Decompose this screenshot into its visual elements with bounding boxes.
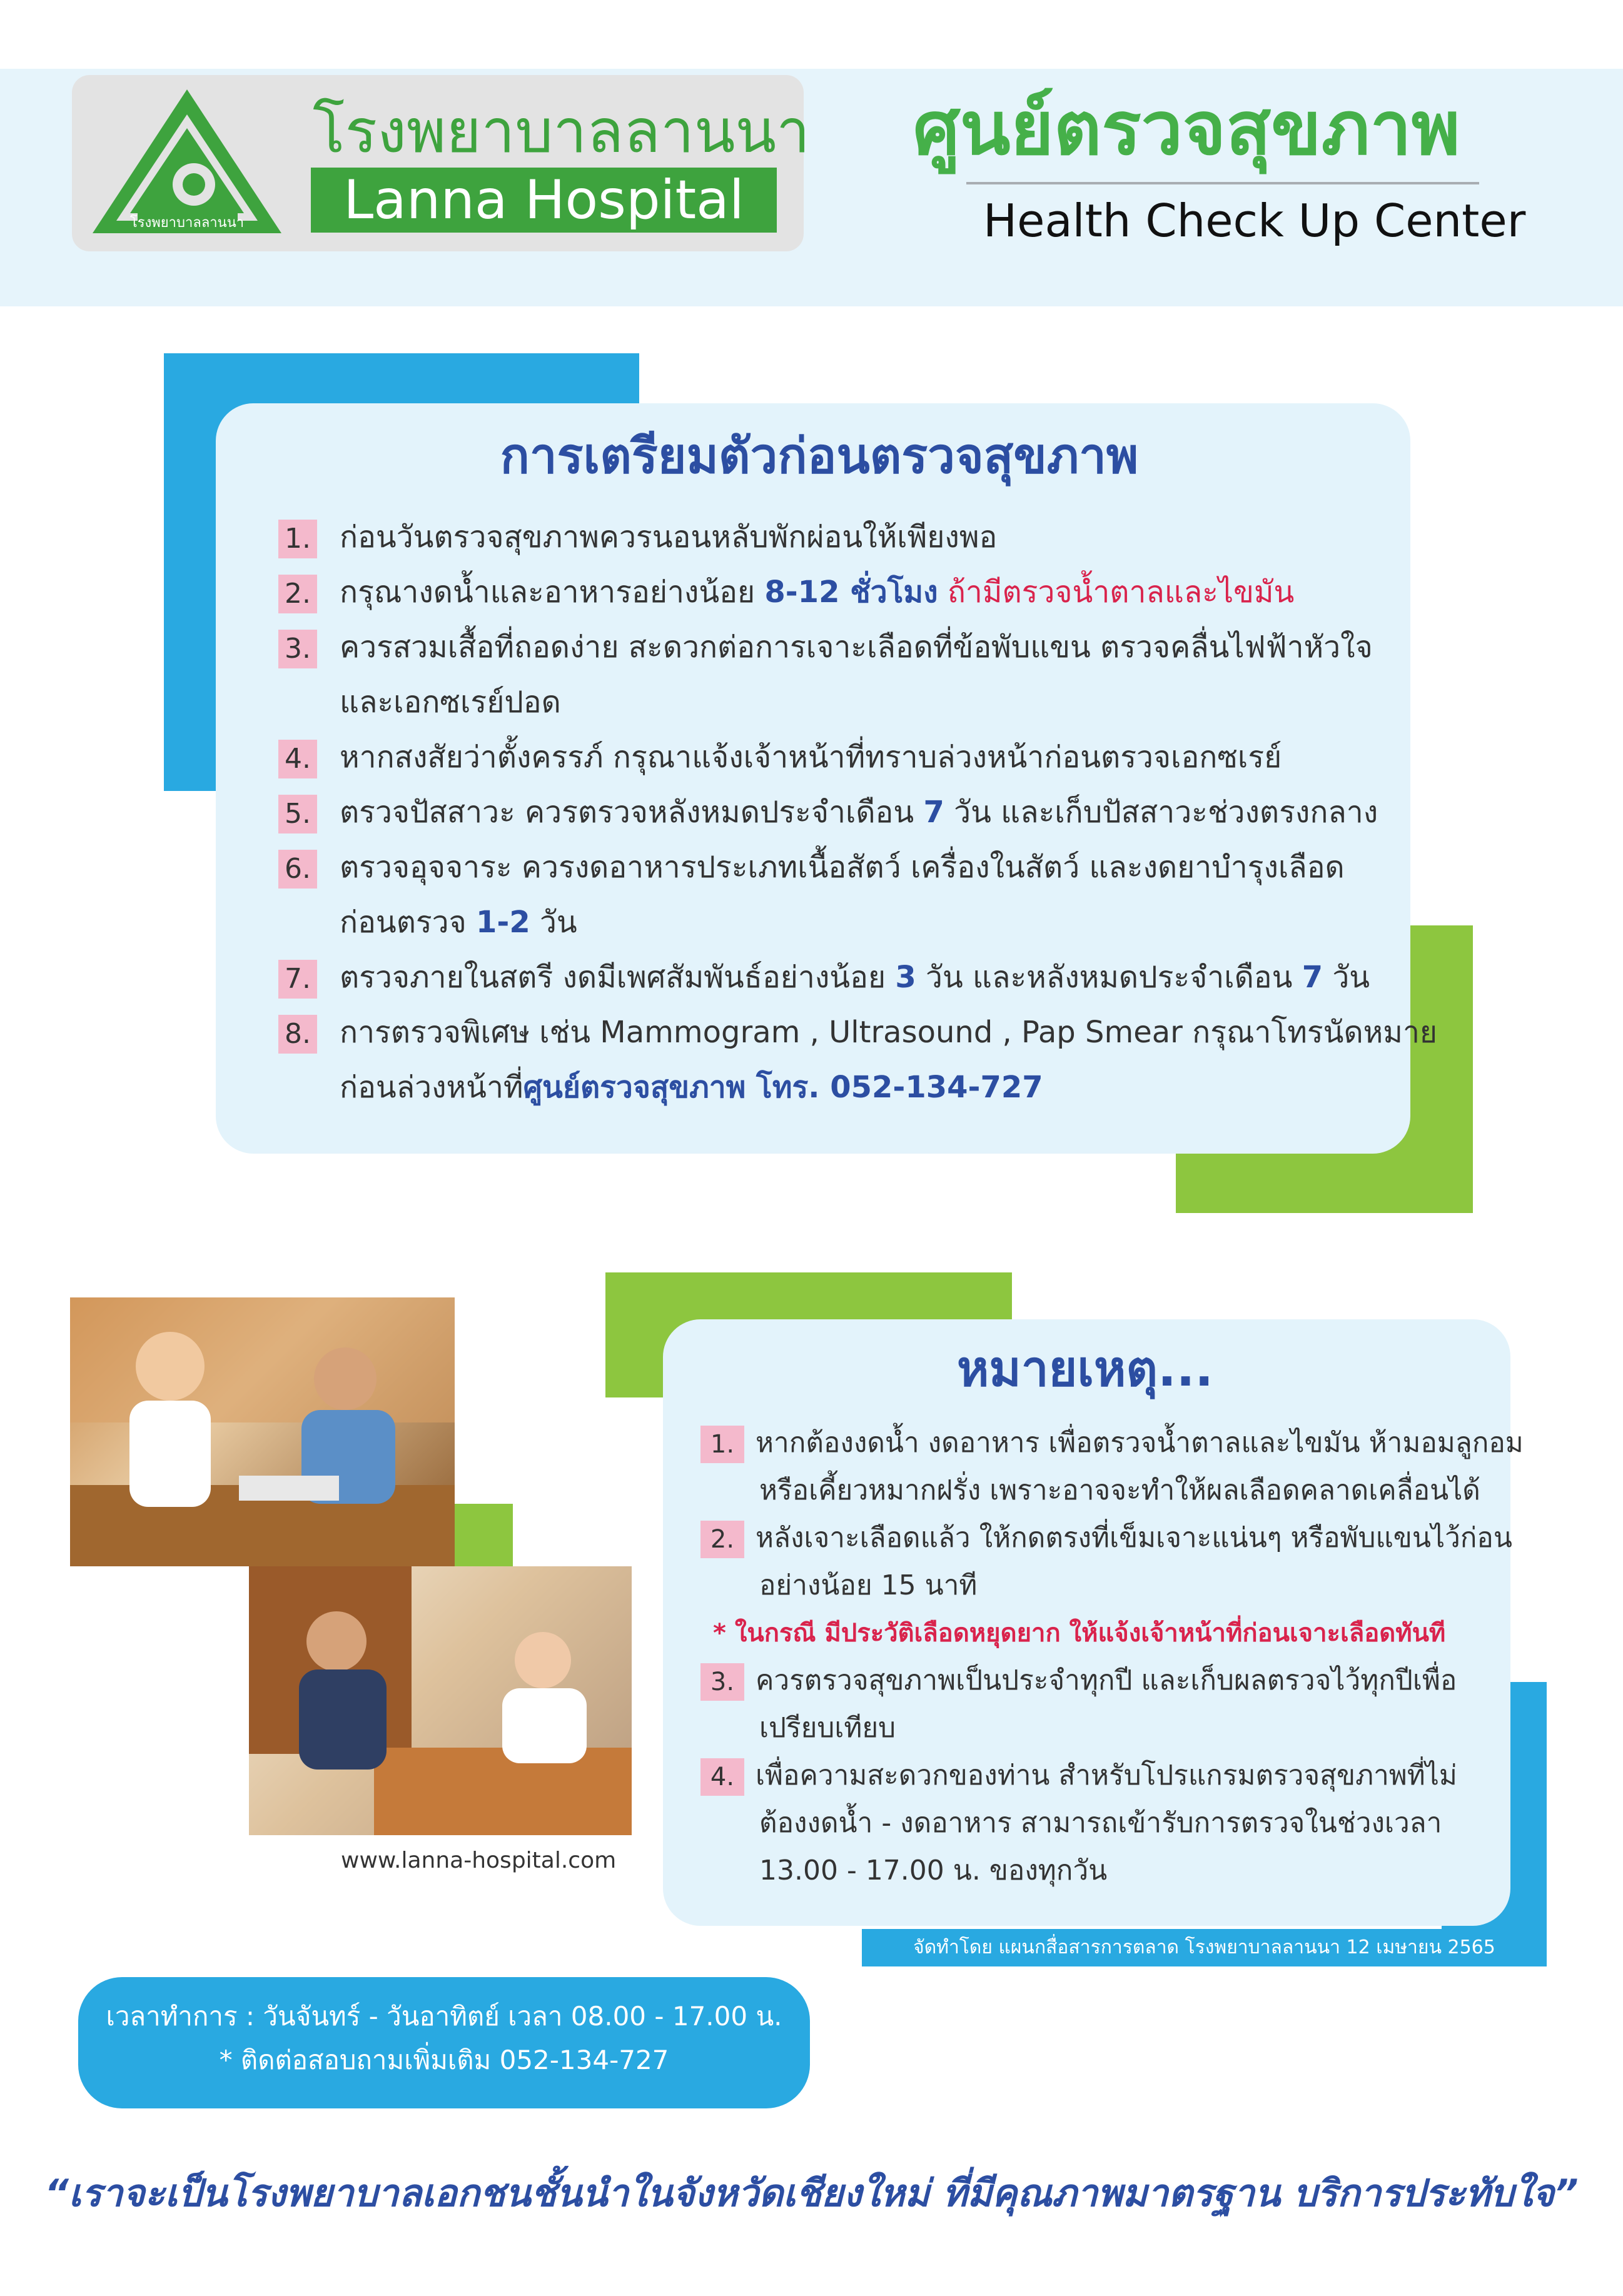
hospital-name-english: Lanna Hospital: [311, 168, 777, 233]
prep-item-7: [278, 950, 1437, 1005]
center-title-thai: ศูนย์ตรวจสุขภาพ: [913, 85, 1460, 171]
center-divider: [966, 182, 1479, 184]
item-number: 3.: [278, 630, 317, 668]
item-text: ก่อนล่วงหน้าที่: [340, 1070, 523, 1105]
contact-info: * ติดต่อสอบถามเพิ่มเติม 052-134-727: [219, 2045, 669, 2075]
prep-title: การเตรียมตัวก่อนตรวจสุขภาพ: [500, 428, 1139, 485]
note-item-1-cont: หรือเคี้ยวหมากฝรั่ง เพราะอาจจะทำให้ผลเลือดคลาดเคลื่อนได้: [759, 1474, 1480, 1506]
item-highlight: 7: [923, 795, 944, 830]
item-text: เพื่อความสะดวกของท่าน สำหรับโปรแกรมตรวจสุขภาพที่ไม่: [756, 1760, 1457, 1791]
item-text: วัน และหลังหมดประจำเดือน: [916, 960, 1302, 995]
prep-item-6: [278, 840, 1437, 895]
item-text: วัน: [530, 905, 577, 940]
item-highlight: 7: [1302, 960, 1323, 995]
item-text: ควรตรวจสุขภาพเป็นประจำทุกปี และเก็บผลตรวจไว้ทุกปีเพื่อ: [756, 1664, 1457, 1696]
item-text: ก่อนตรวจ: [340, 905, 476, 940]
note-item-4-cont: ต้องงดน้ำ - งดอาหาร สามารถเข้ารับการตรวจในช่วงเวลา: [759, 1807, 1442, 1839]
photo-doctor-consult-illustration: [249, 1566, 632, 1835]
item-number: 7.: [278, 960, 317, 999]
item-text: หลังเจาะเลือดแล้ว ให้กดตรงที่เข็มเจาะแน่นๆ หรือพับแขนไว้ก่อน: [756, 1522, 1512, 1554]
hospital-slogan: “เราจะเป็นโรงพยาบาลเอกชนชั้นนำในจังหวัดเชียงใหม่ ที่มีคุณภาพมาตรฐาน บริการประทับใจ”: [44, 2172, 1579, 2215]
note-item-2-cont: อย่างน้อย 15 นาที: [759, 1569, 978, 1601]
prep-item-5: [278, 785, 1437, 840]
item-number: 4.: [278, 740, 317, 778]
item-text: วัน: [1323, 960, 1370, 995]
item-text: กรุณางดน้ำและอาหารอย่างน้อย: [340, 575, 765, 610]
item-number: 3.: [700, 1663, 744, 1701]
prep-item-8-cont: [278, 1060, 1437, 1115]
item-number: 1.: [278, 520, 317, 558]
emblem-text: โรงพยาบาลลานนา: [129, 215, 245, 231]
item-number: 8.: [278, 1015, 317, 1054]
prep-item-2: [278, 565, 1437, 620]
item-text: ตรวจอุจจาระ ควรงดอาหารประเภทเนื้อสัตว์ เครื่องในสัตว์ และงดยาบำรุงเลือด: [340, 850, 1345, 885]
contact-phone: ศูนย์ตรวจสุขภาพ โทร. 052-134-727: [523, 1070, 1043, 1105]
item-text: หากต้องงดน้ำ งดอาหาร เพื่อตรวจน้ำตาลและไขมัน ห้ามอมลูกอม: [756, 1427, 1524, 1459]
note-item-1: [700, 1419, 1524, 1467]
note-item-4-cont2: 13.00 - 17.00 น. ของทุกวัน: [759, 1855, 1108, 1886]
item-text: หากสงสัยว่าตั้งครรภ์ กรุณาแจ้งเจ้าหน้าที่ทราบล่วงหน้าก่อนตรวจเอกซเรย์: [340, 740, 1282, 775]
prep-item-3-cont: และเอกซเรย์ปอด: [340, 685, 561, 720]
opening-hours: เวลาทำการ : วันจันทร์ - วันอาทิตย์ เวลา 08.00 - 17.00 น.: [106, 2001, 782, 2032]
item-text: ตรวจภายในสตรี งดมีเพศสัมพันธ์อย่างน้อย: [340, 960, 896, 995]
note-item-4: [700, 1752, 1524, 1800]
item-number: 6.: [278, 850, 317, 889]
item-number: 4.: [700, 1758, 744, 1796]
item-number: 1.: [700, 1426, 744, 1463]
website-link[interactable]: www.lanna-hospital.com: [341, 1848, 617, 1873]
prep-list: [278, 510, 1437, 1115]
item-text: ตรวจปัสสาวะ ควรตรวจหลังหมดประจำเดือน: [340, 795, 924, 830]
item-red-text: ถ้ามีตรวจน้ำตาลและไขมัน: [938, 575, 1295, 610]
note-item-3: [700, 1657, 1524, 1704]
photo-nurse-checkup: [70, 1297, 455, 1566]
notes-title: หมายเหตุ...: [957, 1341, 1213, 1397]
hospital-name-thai: โรงพยาบาลลานนา: [313, 96, 810, 166]
notes-list: [700, 1419, 1524, 1895]
item-text: ก่อนวันตรวจสุขภาพควรนอนหลับพักผ่อนให้เพียงพอ: [340, 520, 998, 555]
photo-nurse-checkup-illustration: [70, 1297, 455, 1566]
note-item-3-cont: เปรียบเทียบ: [759, 1712, 896, 1744]
item-number: 2.: [700, 1521, 744, 1558]
item-text: วัน และเก็บปัสสาวะช่วงตรงกลาง: [944, 795, 1378, 830]
item-highlight: 1-2: [476, 905, 530, 940]
item-text: ควรสวมเสื้อที่ถอดง่าย สะดวกต่อการเจาะเลือดที่ข้อพับแขน ตรวจคลื่นไฟฟ้าหัวใจ: [340, 630, 1373, 665]
item-text: การตรวจพิเศษ เช่น Mammogram , Ultrasound , Pap Smear กรุณาโทรนัดหมาย: [340, 1015, 1438, 1050]
prep-item-4: [278, 730, 1437, 785]
center-title-english: Health Check Up Center: [983, 194, 1526, 247]
prep-item-8: [278, 1005, 1437, 1060]
item-highlight: 3: [895, 960, 916, 995]
item-number: 5.: [278, 795, 317, 833]
prep-item-6-cont: [278, 895, 1437, 950]
note-item-2: [700, 1514, 1524, 1562]
opening-hours-box: [78, 1977, 810, 2108]
item-highlight: 8-12 ชั่วโมง: [764, 575, 938, 610]
prep-item-1: [278, 510, 1437, 565]
hospital-emblem-icon: [88, 84, 286, 244]
photo-doctor-consult: [249, 1566, 632, 1835]
prep-item-3: [278, 620, 1437, 675]
credit-line: จัดทำโดย แผนกสื่อสารการตลาด โรงพยาบาลลานนา 12 เมษายน 2565: [862, 1929, 1547, 1966]
note-warning: * ในกรณี มีประวัติเลือดหยุดยาก ให้แจ้งเจ้าหน้าที่ก่อนเจาะเลือดทันที: [713, 1619, 1446, 1648]
item-number: 2.: [278, 575, 317, 613]
